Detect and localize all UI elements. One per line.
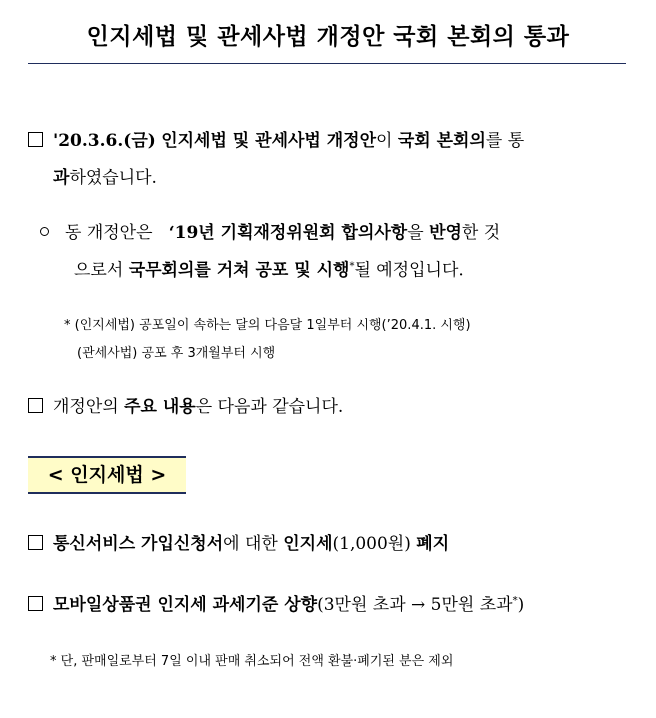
item2-footnote-mark: * [512,595,518,607]
p3-text-2: 은 다음과 같습니다. [195,397,344,417]
p3-text-1: 개정안의 [53,397,119,417]
item2-range: (3만원 초과 → 5만원 초과 [317,595,513,615]
p2-footnote-mark: * [349,261,355,272]
p2-cabinet: 국무회의를 거쳐 공포 및 시행 [128,260,350,281]
circle-bullet-icon [40,227,49,236]
square-bullet-icon [28,132,43,147]
p1-bill-names: 인지세법 및 관세사법 개정안 [161,131,377,151]
item2-mobile-voucher: 모바일상품권 인지세 과세기준 상향 [53,595,318,615]
p1-bold-3: 과 [53,168,70,188]
item1-amount: (1,000원) [332,534,411,554]
paragraph-1-line-2 [53,170,157,187]
p2-committee: ‘19년 기획재정위원회 합의사항 [168,223,408,243]
p2-text-3: 한 것 [461,223,501,243]
p2-text-1: 동 개정안은 [65,223,153,243]
square-bullet-icon [28,535,43,550]
paragraph-1-line-1 [28,132,524,150]
item1-stamp-tax: 인지세 [283,534,333,554]
p2-text-2: 을 [407,223,424,243]
title-divider [28,63,626,64]
p1-text-3: 하였습니다. [69,168,157,188]
p1-text-2: 를 통 [485,131,525,151]
item1-abolish: 폐지 [416,534,450,554]
p1-plenary: 국회 본회의 [397,131,486,151]
section-label-stamp-tax: < 인지세법 > [28,456,186,494]
item2-close-paren: ) [517,595,525,615]
paragraph-3 [28,398,343,416]
item-2 [28,596,524,614]
note-1-line-2: (관세사법) 공포 후 3개월부터 시행 [77,346,276,361]
note-1-line-1: * (인지세법) 공포일이 속하는 달의 다음달 1일부터 시행(’20.4.1. 시행) [64,318,471,333]
item1-text-1: 에 대한 [223,534,278,554]
square-bullet-icon [28,596,43,611]
p1-text-1: 이 [376,131,393,151]
p3-main-content: 주요 내용 [124,397,196,417]
paragraph-2-line-1 [40,225,500,242]
paragraph-2-line-2 [74,262,464,280]
page-title: 인지세법 및 관세사법 개정안 국회 본회의 통과 [86,24,570,50]
p2-reflect: 반영 [429,223,462,243]
item-1 [28,535,449,553]
square-bullet-icon [28,398,43,413]
item1-subscription-form: 통신서비스 가입신청서 [53,534,224,554]
note-2: * 단, 판매일로부터 7일 이내 판매 취소되어 전액 환불·폐기된 분은 제외 [50,654,454,669]
p1-date: '20.3.6.(금) [53,131,156,151]
p2-text-4: 으로서 [74,260,124,281]
p2-text-5: 될 예정입니다. [354,260,464,281]
